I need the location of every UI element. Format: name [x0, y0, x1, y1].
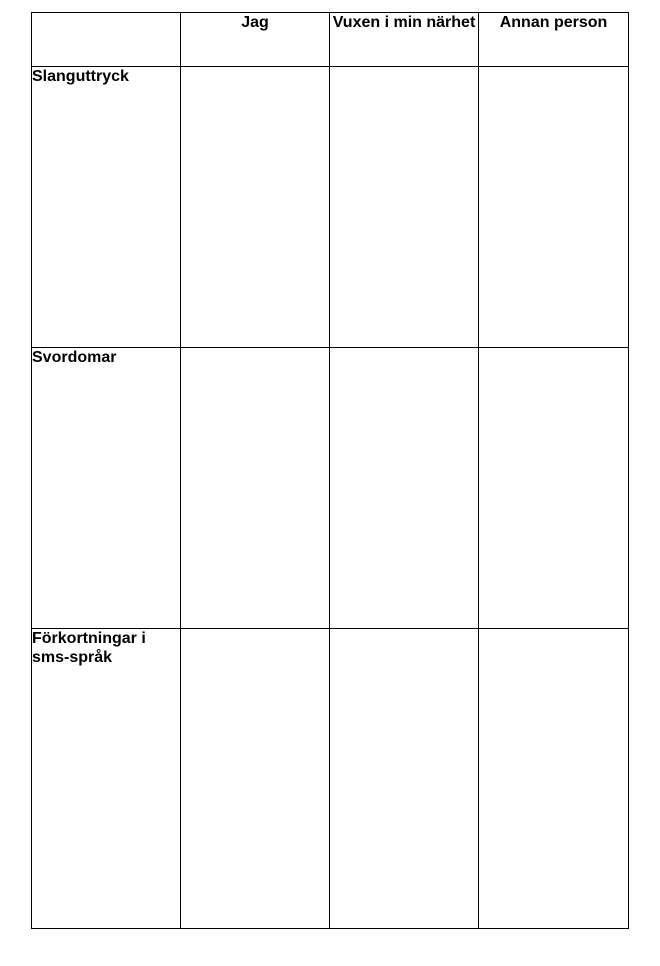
table-row	[32, 348, 629, 629]
column-header-annan: Annan person	[479, 13, 629, 67]
answer-cell[interactable]	[181, 67, 330, 348]
column-header-vuxen: Vuxen i min närhet	[330, 13, 479, 67]
corner-cell	[32, 13, 181, 67]
answer-cell[interactable]	[479, 67, 629, 348]
answer-cell[interactable]	[330, 348, 479, 629]
answer-cell[interactable]	[181, 348, 330, 629]
table-row	[32, 67, 629, 348]
answer-cell[interactable]	[330, 67, 479, 348]
header-row	[32, 13, 629, 67]
answer-cell[interactable]	[181, 629, 330, 929]
row-header-slang: Slanguttryck	[32, 67, 181, 348]
answer-cell[interactable]	[479, 348, 629, 629]
row-header-forkortningar: Förkortningar i sms-språk	[32, 629, 181, 929]
row-header-svordomar: Svordomar	[32, 348, 181, 629]
column-header-jag: Jag	[181, 13, 330, 67]
answer-cell[interactable]	[330, 629, 479, 929]
table-row	[32, 629, 629, 929]
worksheet-table	[31, 12, 629, 929]
answer-cell[interactable]	[479, 629, 629, 929]
